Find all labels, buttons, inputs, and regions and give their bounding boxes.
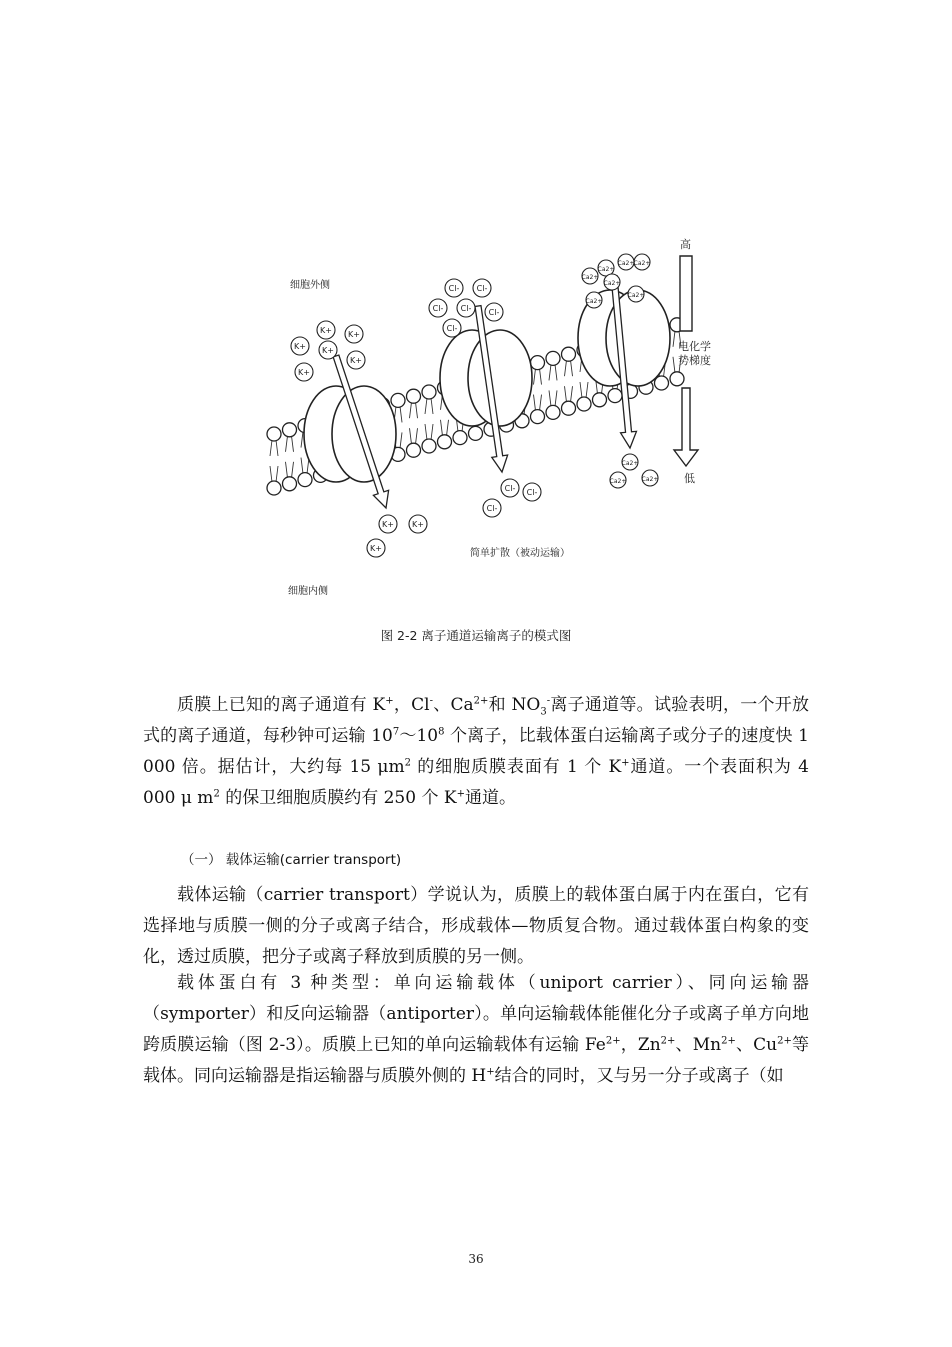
svg-text:K+: K+ <box>348 330 360 339</box>
ion-k <box>367 539 385 557</box>
ion-cl <box>485 303 503 321</box>
svg-text:K+: K+ <box>320 326 332 335</box>
lipid-head <box>298 473 312 487</box>
svg-text:Ca2+: Ca2+ <box>627 292 645 299</box>
svg-text:Ca2+: Ca2+ <box>633 260 651 267</box>
lipid-head <box>283 477 297 491</box>
lipid-head <box>422 385 436 399</box>
ion-ca <box>586 292 603 308</box>
ion-k <box>291 337 309 355</box>
lipid-head <box>391 393 405 407</box>
svg-text:Cl-: Cl- <box>504 484 516 493</box>
lipid-head <box>407 443 421 457</box>
section-heading: （一） 载体运输(carrier transport) <box>181 852 402 868</box>
ion-cl <box>443 319 461 337</box>
ion-channel-figure <box>228 226 724 602</box>
lipid-head <box>469 426 483 440</box>
lipid-head <box>267 481 281 495</box>
lipid-head <box>577 397 591 411</box>
lipid-head <box>670 372 684 386</box>
ion-cl <box>523 483 541 501</box>
ion-k <box>295 363 313 381</box>
figure-caption: 图 2-2 离子通道运输离子的模式图 <box>380 628 572 643</box>
svg-text:Ca2+: Ca2+ <box>641 476 659 483</box>
ion-cl <box>457 299 475 317</box>
svg-text:Ca2+: Ca2+ <box>609 478 627 485</box>
protein-lobe <box>468 330 532 426</box>
svg-text:K+: K+ <box>370 544 382 553</box>
svg-text:K+: K+ <box>322 346 334 355</box>
label-low: 低 <box>684 472 695 485</box>
svg-text:Cl-: Cl- <box>432 304 444 313</box>
ion-cl <box>445 279 463 297</box>
lipid-head <box>407 389 421 403</box>
lipid-head <box>283 423 297 437</box>
lipid-head <box>267 427 281 441</box>
ion-k <box>409 515 427 533</box>
svg-text:Ca2+: Ca2+ <box>617 260 635 267</box>
lipid-head <box>531 356 545 370</box>
svg-text:Ca2+: Ca2+ <box>603 280 621 287</box>
ion-cl <box>473 279 491 297</box>
lipid-head <box>593 393 607 407</box>
svg-text:K+: K+ <box>294 342 306 351</box>
svg-text:Ca2+: Ca2+ <box>597 266 615 273</box>
svg-text:Cl-: Cl- <box>488 308 500 317</box>
ion-k <box>319 341 337 359</box>
svg-text:K+: K+ <box>412 520 424 529</box>
ion-ca <box>604 274 621 290</box>
page-number: 36 <box>468 1252 484 1266</box>
svg-text:Ca2+: Ca2+ <box>621 460 639 467</box>
svg-text:Cl-: Cl- <box>460 304 472 313</box>
svg-text:K+: K+ <box>298 368 310 377</box>
svg-text:Cl-: Cl- <box>476 284 488 293</box>
paragraph-ion-channels: 质膜上已知的离子通道有 K+，Cl-、$Ca^{2+}$和 $NO_3^-$离子通道等。试验表明，一个开放式的离子通道，每秒钟可运输 $10^7\sim 10^8$ 个离子，比载体蛋白运输离子或分子的速度快 1 000 倍。据估计，大约每 15 $\mu m^2$ 的细胞质膜表面有 1 个 K+通道。一个表面积为 4 000 μ $m^2$ 的保卫细胞质膜约有 250 个 K+通道。 <box>143 695 810 808</box>
lipid-head <box>608 389 622 403</box>
lipid-head <box>546 351 560 365</box>
ion-ca <box>618 254 635 270</box>
label-gradient-2: 势梯度 <box>678 354 711 367</box>
ion-cl <box>501 479 519 497</box>
lipid-head <box>562 347 576 361</box>
label-inside: 细胞内侧 <box>288 586 328 597</box>
ion-ca <box>628 286 645 302</box>
label-high: 高 <box>680 238 691 251</box>
ion-cl <box>429 299 447 317</box>
svg-text:Cl-: Cl- <box>446 324 458 333</box>
lipid-head <box>453 431 467 445</box>
svg-text:Cl-: Cl- <box>448 284 460 293</box>
ion-k <box>379 515 397 533</box>
paragraph-carrier-types: 载体蛋白有 3 种类型：单向运输载体（uniport carrier）、同向运输器（symporter）和反向运输器（antiporter）。单向运输载体能催化分子或离子单方向地跨质膜运输（图 2-3）。质膜上已知的单向运输载体有运输 $Fe^{2+}$，$Zn^{2+}$、$Mn^{2+}$、$Cu^{2+}$等载体。同向运输器是指运输器与质膜外侧的 H+结合的同时，又与另一分子或离子（如 <box>143 973 810 1086</box>
label-gradient-1: 电化学 <box>678 340 711 353</box>
svg-text:Cl-: Cl- <box>526 488 538 497</box>
svg-text:K+: K+ <box>382 520 394 529</box>
lipid-head <box>562 401 576 415</box>
lipid-head <box>438 435 452 449</box>
ion-ca <box>622 454 639 470</box>
paragraph-carrier-transport: 载体运输（carrier transport）学说认为，质膜上的载体蛋白属于内在蛋白，它有选择地与质膜一侧的分子或离子结合，形成载体—物质复合物。通过载体蛋白构象的变化，透过质膜，把分子或离子释放到质膜的另一侧。 <box>143 885 809 967</box>
ion-cl <box>483 499 501 517</box>
ion-k <box>317 321 335 339</box>
svg-text:Cl-: Cl- <box>486 504 498 513</box>
svg-text:Ca2+: Ca2+ <box>585 298 603 305</box>
lipid-head <box>422 439 436 453</box>
ion-ca <box>642 470 659 486</box>
label-outside: 细胞外侧 <box>290 280 330 291</box>
ion-ca <box>582 268 599 284</box>
label-diffusion: 简单扩散（被动运输） <box>470 548 570 559</box>
lipid-head <box>531 410 545 424</box>
ion-k <box>347 351 365 369</box>
svg-text:K+: K+ <box>350 356 362 365</box>
ion-k <box>345 325 363 343</box>
ion-ca <box>610 472 627 488</box>
ion-ca <box>634 254 651 270</box>
lipid-head <box>546 405 560 419</box>
svg-text:Ca2+: Ca2+ <box>581 274 599 281</box>
